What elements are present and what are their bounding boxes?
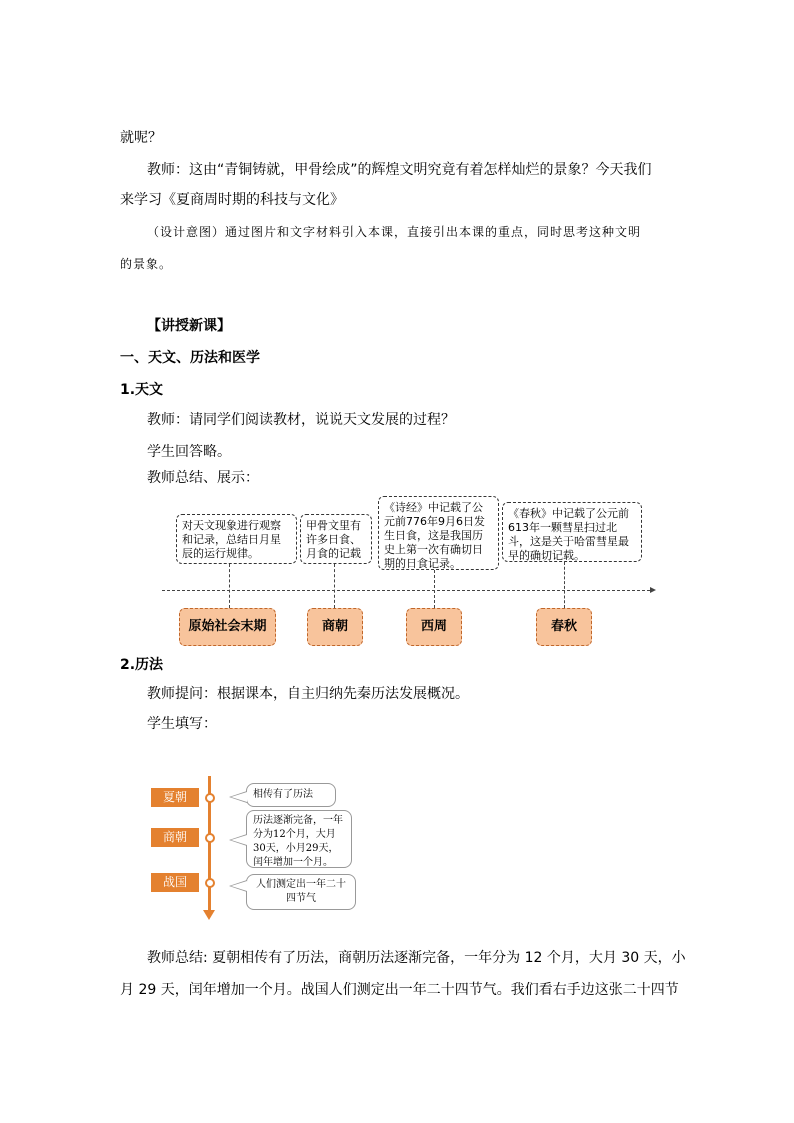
heading-astronomy: 1.天文 [120, 382, 164, 398]
note-warring-states: 人们测定出一年二十四节气 [246, 874, 356, 910]
teacher-intro-line1: 教师：这由“青铜铸就，甲骨绘成”的辉煌文明究竟有着怎样灿烂的景象？今天我们 [147, 162, 652, 178]
note-shang: 历法逐渐完备，一年分为12个月，大月30天，小月29天，闰年增加一个月。 [246, 810, 352, 868]
dynasty-xia: 夏朝 [151, 788, 199, 807]
astronomy-answer: 学生回答略。 [147, 444, 231, 460]
astronomy-summary: 教师总结、展示： [147, 470, 259, 486]
timeline-arrow-icon [650, 587, 656, 593]
connector-2 [334, 564, 335, 608]
design-intent-line1: （设计意图）通过图片和文字材料引入本课，直接引出本课的重点，同时思考这种文明 [147, 225, 642, 239]
heading-1: 一、天文、历法和医学 [120, 350, 260, 366]
design-intent-line2: 的景象。 [120, 257, 173, 271]
connector-1 [229, 564, 230, 608]
calendar-question: 教师提问：根据课本，自主归纳先秦历法发展概况。 [147, 686, 469, 702]
calendar-summary-line2: 月 29 天，闰年增加一个月。战国人们测定出一年二十四节气。我们看右手边这张二十四节 [120, 982, 679, 998]
node-xia [205, 793, 215, 803]
era-primitive: 原始社会末期 [179, 608, 276, 646]
teacher-intro-line2: 来学习《夏商周时期的科技与文化》 [120, 192, 344, 208]
era-western-zhou: 西周 [406, 608, 462, 646]
note-xia: 相传有了历法 [246, 783, 336, 807]
era-spring-autumn: 春秋 [536, 608, 592, 646]
dynasty-warring-states: 战国 [151, 873, 199, 892]
event-box-1: 对天文现象进行观察和记录，总结日月星辰的运行规律。 [176, 514, 297, 564]
section-tag: 【讲授新课】 [147, 318, 231, 334]
dynasty-shang: 商朝 [151, 828, 199, 847]
event-box-3: 《诗经》中记载了公元前776年9月6日发生日食，这是我国历史上第一次有确切日期的日食记录。 [378, 496, 499, 570]
event-box-2: 甲骨文里有许多日食、月食的记载 [300, 514, 372, 564]
era-shang: 商朝 [307, 608, 363, 646]
event-box-4: 《春秋》中记载了公元前613年一颗彗星扫过北斗，这是关于哈雷彗星最早的确切记载。 [502, 502, 642, 562]
para-ending: 就呢？ [120, 130, 162, 146]
connector-3 [434, 570, 435, 608]
node-warring-states [205, 878, 215, 888]
calendar-summary-line1: 教师总结: 夏朝相传有了历法，商朝历法逐渐完备，一年分为 12 个月，大月 30 天，小 [147, 950, 686, 966]
calendar-arrow-icon [203, 910, 215, 920]
heading-calendar: 2.历法 [120, 657, 164, 673]
calendar-fill: 学生填写： [147, 716, 217, 732]
node-shang [205, 833, 215, 843]
connector-4 [564, 562, 565, 608]
astronomy-question: 教师：请同学们阅读教材，说说天文发展的过程？ [147, 412, 455, 428]
timeline-axis [162, 590, 650, 591]
